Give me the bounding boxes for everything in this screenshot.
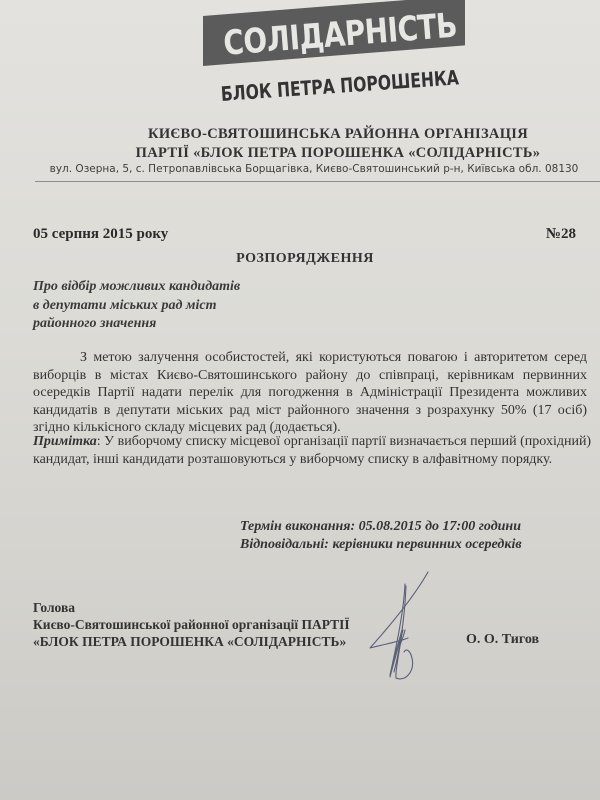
- paragraph-line: кандидатів в депутати міських рад міст районного значення з розрахунку 50% (17 осіб): [33, 402, 587, 418]
- main-paragraph: [33, 349, 587, 437]
- note-paragraph: [33, 433, 592, 468]
- subject-line: районного значення: [33, 316, 157, 331]
- logo-subtitle: БЛОК ПЕТРА ПОРОШЕНКА: [220, 65, 460, 106]
- deadline-line: Термін виконання: 05.08.2015 до 17:00 години: [240, 519, 521, 534]
- handwritten-signature-icon: [360, 560, 480, 690]
- signatory-title: [33, 599, 350, 650]
- document-subject: [33, 278, 240, 334]
- signatory-title-line: «БЛОК ПЕТРА ПОРОШЕНКА «СОЛІДАРНІСТЬ»: [33, 634, 347, 649]
- subject-line: в депутати міських рад міст: [33, 297, 217, 313]
- paragraph-line: З метою залучення особистостей, які користуються повагою і авторитетом серед: [80, 350, 587, 365]
- paragraph-line: [33, 433, 592, 451]
- header-divider: [35, 181, 600, 182]
- paragraph-line: виборців в містах Києво-Святошинського району до співпраці, керівникам первинних: [33, 367, 587, 383]
- deadline-block: [240, 518, 522, 553]
- paragraph-line: згідно кількісного складу місцевих рад (додається).: [33, 420, 341, 435]
- paragraph-line: осередків Партії надати перелік для погодження в Адміністрації Президента можливих: [33, 385, 587, 400]
- signatory-title-line: Києво-Святошинської районної організації ПАРТІЇ: [33, 617, 350, 632]
- responsible-line: Відповідальні: керівники первинних осередків: [240, 536, 522, 552]
- paragraph-line: кандидат, інші кандидати розташовуються у виборчому списку в алфавітному порядку.: [33, 451, 553, 467]
- document-number: №28: [545, 226, 576, 242]
- subject-line: Про відбір можливих кандидатів: [33, 279, 241, 294]
- org-name-line-2: ПАРТІЇ «БЛОК ПЕТРА ПОРОШЕНКА «СОЛІДАРНІСТЬ»: [135, 145, 541, 161]
- document-type-heading: РОЗПОРЯДЖЕННЯ: [236, 251, 374, 266]
- note-label: Примітка: [33, 434, 97, 449]
- org-name-line-1: КИЄВО-СВЯТОШИНСЬКА РАЙОННА ОРГАНІЗАЦІЯ: [148, 126, 528, 142]
- document-date: 05 серпня 2015 року: [33, 226, 169, 242]
- signer-name: О. О. Тигов: [466, 632, 540, 647]
- note-text: : У виборчому списку місцевої організації партії визначається перший (прохідний): [96, 434, 592, 449]
- org-address: вул. Озерна, 5, с. Петропавлівська Борщагівка, Києво-Святошинський р-н, Київська обл. 08130: [49, 163, 579, 175]
- signatory-title-line: Голова: [33, 600, 76, 615]
- logo-title: СОЛІДАРНІСТЬ: [222, 5, 459, 64]
